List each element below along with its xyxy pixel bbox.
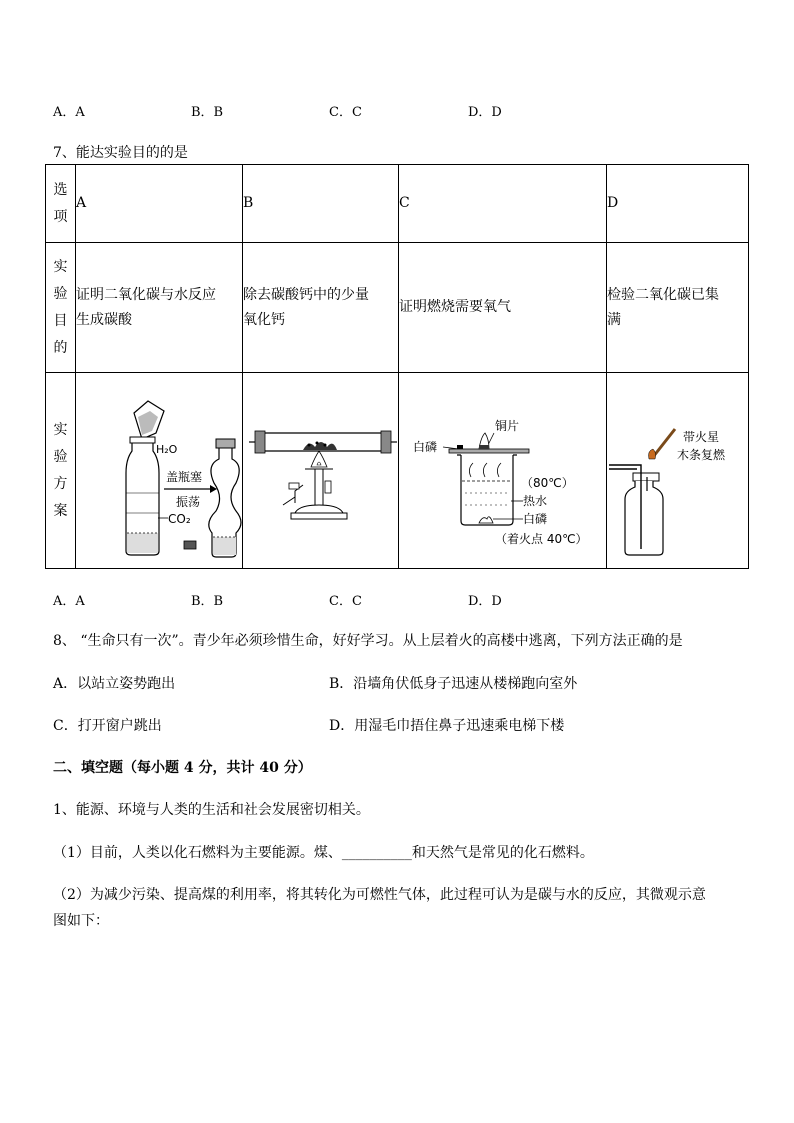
purpose-line: 检验二氧化碳已集 [607,286,719,303]
white-phosphorus-bottom-label: 白磷 [523,512,548,526]
purpose-line: 满 [607,311,621,328]
q1-part2-line2: 图如下： [53,913,109,929]
q6-option-c: C．C [329,105,362,120]
co2-label: CO₂ [168,512,191,526]
q8-option-c: C．打开窗户跳出 [53,718,162,734]
plan-header-cell [46,373,76,569]
q7-stem: 7、能达实验目的的是 [53,145,188,161]
q1-part2-line1: （2）为减少污染、提高煤的利用率，将其转化为可燃性气体，此过程可认为是碳与水的反应，其微观示意 [53,887,706,903]
purpose-line: 证明二氧化碳与水反应 [76,286,216,303]
purpose-a [76,243,243,373]
q7-option-a: A．A [53,594,85,609]
step2-label: 振荡 [176,495,201,509]
q1-stem: 1、能源、环境与人类的生活和社会发展密切相关。 [53,802,370,818]
q7-option-d: D．D [468,594,502,609]
q7-option-b: B．B [191,594,224,609]
option-header-cell [46,165,76,243]
purpose-b [243,243,399,373]
plan-a-figure [76,373,243,569]
purpose-line: 氧化钙 [243,311,285,328]
plan-b-figure [243,373,399,569]
header-char: 方 [53,475,68,492]
hot-water-label: 热水 [523,494,548,508]
q6-option-b: B．B [191,105,224,120]
q7-option-c: C．C [329,594,362,609]
q8-option-b: B．沿墙角伏低身子迅速从楼梯跑向室外 [329,676,578,692]
q6-options [53,101,653,119]
step1-label: 盖瓶塞 [166,470,203,484]
plan-d-figure [607,373,749,569]
option-d-cell: D [607,165,749,243]
table-row [46,243,749,373]
purpose-line: 证明燃烧需要氧气 [399,299,511,315]
header-char: 项 [53,208,68,225]
purpose-line: 生成碳酸 [76,311,132,328]
q8-option-d: D．用湿毛巾捂住鼻子迅速乘电梯下楼 [329,718,565,734]
ignition-point-label: （着火点 40℃） [495,532,588,546]
header-char: 验 [53,448,68,465]
purpose-c [399,243,607,373]
table-row [46,373,749,569]
header-char: 实 [53,421,68,438]
q1-part1: （1）目前，人类以化石燃料为主要能源。煤、__________和天然气是常见的化石燃料。 [53,845,594,861]
header-char: 验 [53,285,68,302]
combustion-diagram [399,373,607,564]
header-char: 实 [53,258,68,275]
purpose-header-cell [46,243,76,373]
temperature-label: （80℃） [521,476,574,490]
q7-experiment-table [45,164,749,569]
purpose-line: 除去碳酸钙中的少量 [243,286,369,303]
header-char: 的 [53,339,68,356]
gas-collection-diagram [607,373,749,564]
purpose-d [607,243,749,373]
table-row [46,165,749,243]
q8-option-a: A．以站立姿势跑出 [53,676,176,692]
q7-options [53,590,653,608]
glowing-splint-label-1: 带火星 [683,430,720,444]
q8-stem: 8、 “生命只有一次”。青少年必须珍惜生命，好好学习。从上层着火的高楼中逃离，下列方法正确的是 [53,633,683,649]
glowing-splint-label-2: 木条复燃 [677,448,726,462]
plan-c-figure [399,373,607,569]
option-a-cell: A [76,165,243,243]
header-char: 案 [53,502,68,519]
header-char: 目 [53,312,68,329]
water-label: H₂O [156,443,178,456]
section-title: 二、填空题（每小题 4 分，共计 40 分） [53,760,312,776]
option-b-cell: B [243,165,399,243]
option-c-cell: C [399,165,607,243]
white-phosphorus-left-label: 白磷 [413,440,438,454]
q6-option-a: A．A [53,105,85,120]
copper-sheet-label: 铜片 [495,419,520,433]
header-char: 选 [53,181,68,198]
bottle-experiment-diagram [76,373,243,564]
heating-tube-diagram [243,373,399,564]
q6-option-d: D．D [468,105,502,120]
